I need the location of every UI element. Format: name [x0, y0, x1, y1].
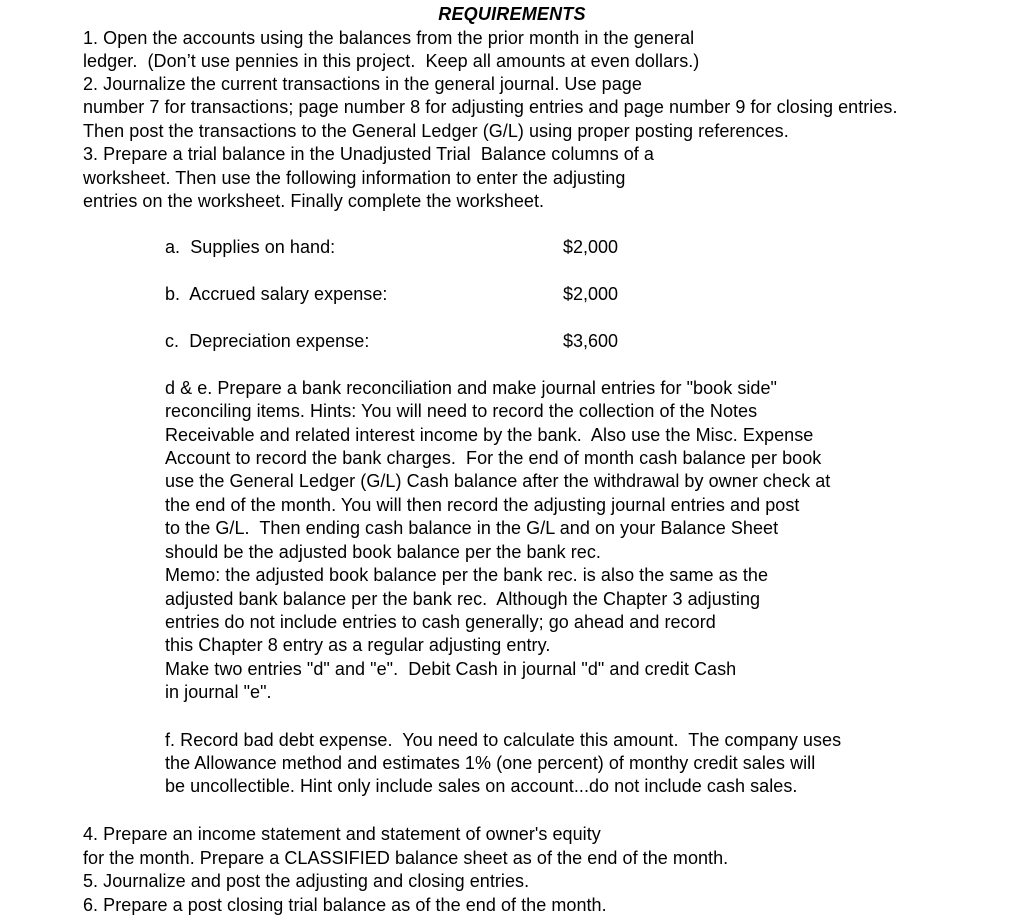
bank-rec-line: entries do not include entries to cash generally; go ahead and record [165, 612, 716, 632]
intro-line: Then post the transactions to the General Ledger (G/L) using proper posting references. [83, 121, 789, 141]
bank-rec-line: Make two entries "d" and "e". Debit Cash in journal "d" and credit Cash [165, 659, 737, 679]
bank-rec-line: in journal "e". [165, 682, 272, 702]
intro-line: ledger. (Don’t use pennies in this project. Keep all amounts at even dollars.) [83, 51, 700, 71]
intro-line: number 7 for transactions; page number 8 for adjusting entries and page number 9 for closing entries. [83, 97, 898, 117]
bank-rec-line: the end of the month. You will then record the adjusting journal entries and post [165, 495, 800, 515]
intro-line: worksheet. Then use the following information to enter the adjusting [83, 168, 626, 188]
adjustment-label-supplies: a. Supplies on hand: [165, 237, 336, 257]
bad-debt-line: f. Record bad debt expense. You need to calculate this amount. The company uses [165, 730, 842, 750]
intro-line: 1. Open the accounts using the balances from the prior month in the general [83, 28, 695, 48]
bank-rec-line: Account to record the bank charges. For the end of month cash balance per book [165, 448, 822, 468]
bank-rec-line: this Chapter 8 entry as a regular adjusting entry. [165, 635, 551, 655]
bank-rec-line: to the G/L. Then ending cash balance in the G/L and on your Balance Sheet [165, 518, 779, 538]
page-title: REQUIREMENTS [438, 4, 586, 24]
bad-debt-line: the Allowance method and estimates 1% (one percent) of monthy credit sales will [165, 753, 816, 773]
adjustment-amount-salary: $2,000 [563, 284, 619, 304]
intro-line: 3. Prepare a trial balance in the Unadjusted Trial Balance columns of a [83, 144, 654, 164]
bank-rec-line: d & e. Prepare a bank reconciliation and make journal entries for "book side" [165, 378, 777, 398]
bad-debt-line: be uncollectible. Hint only include sales on account...do not include cash sales. [165, 776, 798, 796]
adjustment-label-depreciation: c. Depreciation expense: [165, 331, 370, 351]
bank-rec-line: Memo: the adjusted book balance per the bank rec. is also the same as the [165, 565, 769, 585]
intro-line: 2. Journalize the current transactions in the general journal. Use page [83, 74, 642, 94]
bank-rec-line: use the General Ledger (G/L) Cash balance after the withdrawal by owner check at [165, 471, 831, 491]
final-line: 6. Prepare a post closing trial balance as of the end of the month. [83, 895, 607, 915]
adjustment-amount-depreciation: $3,600 [563, 331, 619, 351]
final-line: for the month. Prepare a CLASSIFIED balance sheet as of the end of the month. [83, 848, 729, 868]
final-line: 5. Journalize and post the adjusting and closing entries. [83, 871, 530, 891]
intro-line: entries on the worksheet. Finally complete the worksheet. [83, 191, 545, 211]
final-line: 4. Prepare an income statement and statement of owner's equity [83, 824, 601, 844]
bank-rec-line: adjusted bank balance per the bank rec. Although the Chapter 3 adjusting [165, 589, 761, 609]
adjustment-amount-supplies: $2,000 [563, 237, 619, 257]
bank-rec-line: reconciling items. Hints: You will need to record the collection of the Notes [165, 401, 758, 421]
adjustment-label-salary: b. Accrued salary expense: [165, 284, 388, 304]
bank-rec-line: should be the adjusted book balance per the bank rec. [165, 542, 601, 562]
bank-rec-line: Receivable and related interest income by the bank. Also use the Misc. Expense [165, 425, 814, 445]
